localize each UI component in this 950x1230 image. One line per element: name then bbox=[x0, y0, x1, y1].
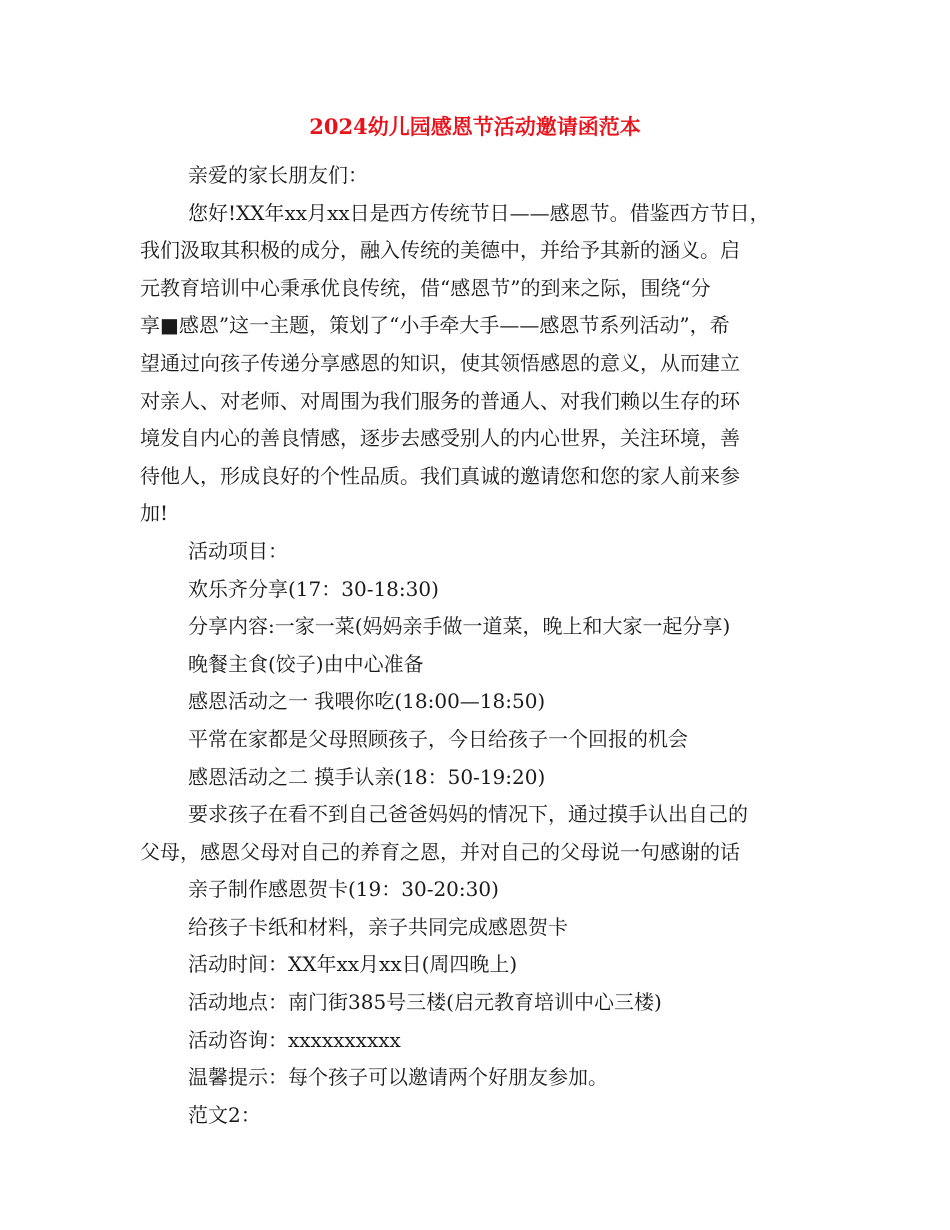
activity2-paragraph bbox=[140, 796, 820, 871]
activity-item: 感恩活动之一 我喂你吃(18:00—18:50) bbox=[188, 689, 546, 714]
intro-line: 境发自内心的善良情感，逐步去感受别人的内心世界，关注环境，善 bbox=[140, 426, 740, 451]
activity-item: 给孩子卡纸和材料，亲子共同完成感恩贺卡 bbox=[188, 914, 568, 939]
activity-item: 感恩活动之二 摸手认亲(18：50-19:20) bbox=[188, 764, 546, 789]
intro-line: 您好!XX年xx月xx日是西方传统节日——感恩节。借鉴西方节日， bbox=[188, 200, 770, 225]
intro-line: 我们汲取其积极的成分，融入传统的美德中，并给予其新的涵义。启 bbox=[140, 238, 740, 263]
greeting: 亲爱的家长朋友们： bbox=[188, 163, 368, 187]
intro-line: 望通过向孩子传递分享感恩的知识，使其领悟感恩的意义，从而建立 bbox=[140, 350, 740, 375]
activity-item: 活动地点：南门街385号三楼(启元教育培训中心三楼) bbox=[188, 990, 662, 1015]
document-body bbox=[140, 157, 820, 1134]
activity-item: 范文2： bbox=[188, 1102, 261, 1127]
intro-line: 对亲人、对老师、对周围为我们服务的普通人、对我们赖以生存的环 bbox=[140, 388, 740, 413]
activity-item: 活动时间：XX年xx月xx日(周四晚上) bbox=[188, 952, 518, 977]
activity-list bbox=[140, 533, 820, 796]
intro-line: 元教育培训中心秉承优良传统，借“感恩节”的到来之际，围绕“分 bbox=[140, 275, 711, 300]
intro-line: 享■感恩”这一主题，策划了“小手牵大手——感恩节系列活动”，希 bbox=[140, 313, 730, 338]
activity-item: 分享内容:一家一菜(妈妈亲手做一道菜，晚上和大家一起分享) bbox=[188, 614, 731, 639]
activity2-line: 父母，感恩父母对自己的养育之恩，并对自己的父母说一句感谢的话 bbox=[140, 839, 740, 864]
activity-item: 欢乐齐分享(17：30-18:30) bbox=[188, 576, 439, 601]
activity2-line: 要求孩子在看不到自己爸爸妈妈的情况下，通过摸手认出自己的 bbox=[188, 802, 748, 827]
intro-paragraph bbox=[140, 195, 820, 533]
intro-line: 待他人，形成良好的个性品质。我们真诚的邀请您和您的家人前来参 bbox=[140, 463, 740, 488]
activity-item: 晚餐主食(饺子)由中心准备 bbox=[188, 651, 424, 676]
activity-list-2 bbox=[140, 871, 820, 1134]
document-title: 2024幼儿园感恩节活动邀请函范本 bbox=[309, 114, 641, 139]
intro-line: 加! bbox=[140, 501, 169, 526]
activity-item: 亲子制作感恩贺卡(19：30-20:30) bbox=[188, 877, 499, 902]
activity-item: 活动咨询：xxxxxxxxxx bbox=[188, 1027, 401, 1052]
activity-item: 温馨提示：每个孩子可以邀请两个好朋友参加。 bbox=[188, 1065, 608, 1090]
activity-item: 活动项目： bbox=[188, 538, 288, 563]
activity-item: 平常在家都是父母照顾孩子，今日给孩子一个回报的机会 bbox=[188, 726, 688, 751]
